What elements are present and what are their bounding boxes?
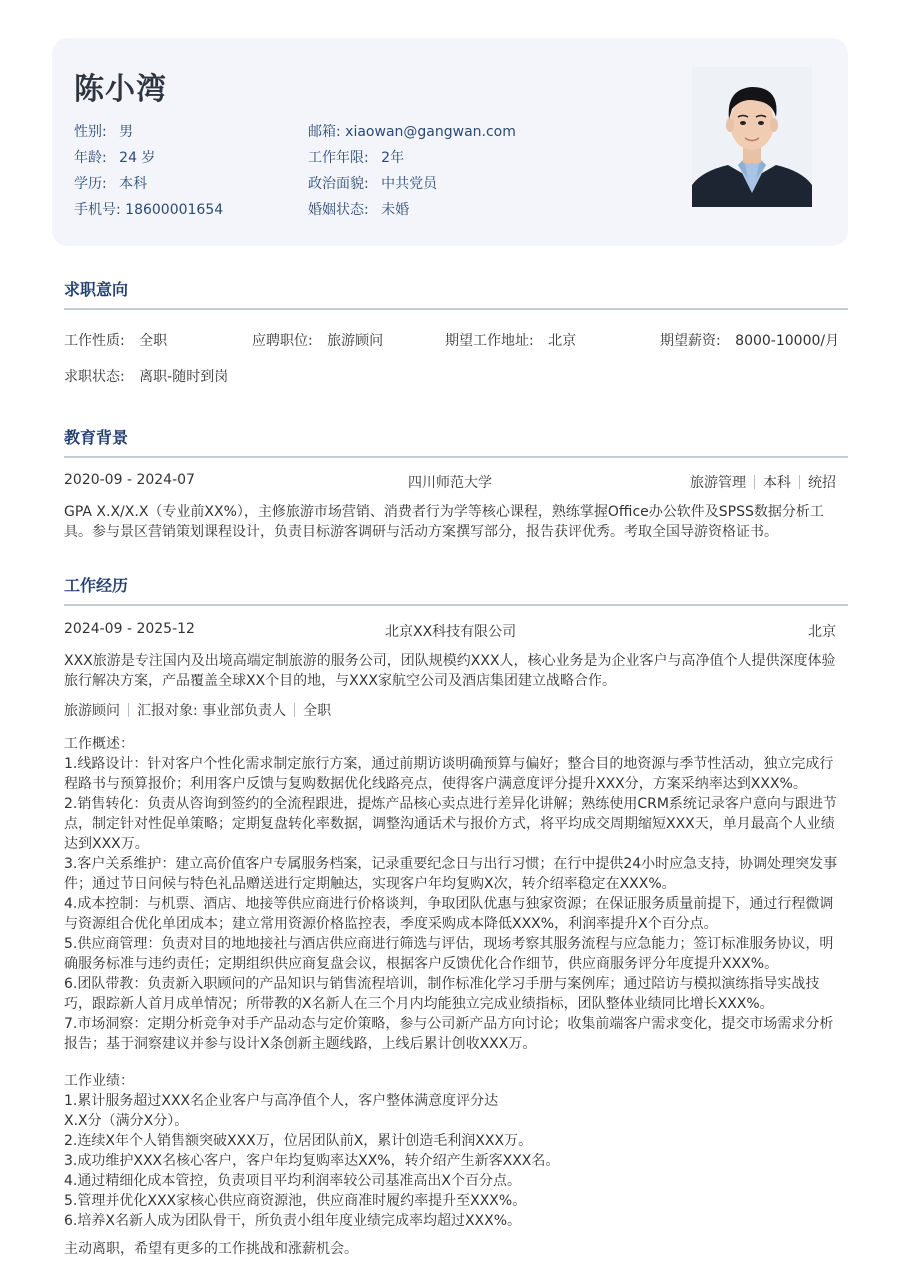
education-meta: [690, 472, 836, 492]
position-value: 旅游顾问: [327, 333, 384, 349]
separator: [754, 475, 755, 489]
years-field: [308, 147, 404, 167]
position-field: [252, 330, 383, 350]
overview-item: 6.团队带教：负责新入职顾问的产品知识与销售流程培训，制作标准化学习手册与案例库；通过陪访与模拟演练指导实战技巧，跟踪新人首月成单情况；所带教的X名新人在三个月内均能独立完成业绩指标，团队整体业绩同比增长XXX%。: [64, 976, 820, 1012]
gender-value: 男: [119, 124, 134, 140]
separator: [294, 703, 295, 717]
salary-label: 期望薪资:: [660, 333, 721, 349]
marital-field: [308, 199, 409, 219]
overview-item: 7.市场洞察：定期分析竞争对手产品动态与定价策略，参与公司新产品方向讨论；收集前端客户需求变化，提交市场需求分析报告；基于洞察建议并参与设计X条创新主题线路，上线后累计创收XXX万。: [64, 1016, 834, 1052]
work-city: 北京: [808, 624, 836, 640]
degree: 本科: [763, 475, 791, 491]
work-achievements: [64, 1071, 840, 1231]
achievement-item: 1.累计服务超过XXX名企业客户与高净值个人，客户整体满意度评分达 X.X分（满分X分）。: [64, 1093, 499, 1129]
work-overview: [64, 734, 840, 1054]
education-divider: [64, 456, 848, 458]
politics-label: 政治面貌:: [308, 176, 369, 192]
company-name: 北京XX科技有限公司: [385, 624, 517, 640]
company-description: XXX旅游是专注国内及出境高端定制旅游的服务公司，团队规模约XXX人，核心业务是为企业客户与高净值个人提供深度体验旅行解决方案，产品覆盖全球XX个目的地，与XXX家航空公司及酒店集团建立战略合作。: [64, 653, 836, 689]
overview-item: 1.线路设计：针对客户个性化需求制定旅行方案，通过前期访谈明确预算与偏好；整合目的地资源与季节性活动，独立完成行程路书与预算报价；利用客户反馈与复购数据优化线路亮点，使得客户满意度评分提升XXX分，方案采纳率达到XXX%。: [64, 756, 834, 792]
position-label: 应聘职位:: [252, 333, 313, 349]
job-type-label: 工作性质:: [64, 333, 125, 349]
employment-type: 全职: [303, 703, 332, 719]
work-period: 2024-09 - 2025-12: [64, 621, 195, 637]
location-label: 期望工作地址:: [445, 333, 534, 349]
major: 旅游管理: [690, 475, 746, 491]
separator: [128, 703, 129, 717]
achievement-item: 4.通过精细化成本管控，负责项目平均利润率较公司基准高出X个百分点。: [64, 1173, 521, 1189]
overview-item: 3.客户关系维护：建立高价值客户专属服务档案，记录重要纪念日与出行习惯；在行中提供24小时应急支持，协调处理突发事件；通过节日问候与特色礼品赠送进行定期触达，实现客户年均复购X次，转介绍率稳定在XXX%。: [64, 856, 838, 892]
phone-label: 手机号:: [74, 202, 121, 218]
portrait-photo-icon: [692, 67, 812, 207]
achievement-item: 6.培养X名新人成为团队骨干，所负责小组年度业绩完成率均超过XXX%。: [64, 1213, 522, 1229]
status-value: 离职-随时到岗: [139, 369, 229, 385]
politics-value: 中共党员: [381, 176, 438, 192]
marital-label: 婚姻状态:: [308, 202, 369, 218]
age-field: [74, 147, 155, 167]
education-field: [74, 173, 147, 193]
overview-title: 工作概述：: [64, 736, 134, 752]
marital-value: 未婚: [381, 202, 410, 218]
location-field: [445, 330, 576, 350]
politics-field: [308, 173, 437, 193]
age-label: 年龄:: [74, 150, 107, 166]
gender-label: 性别:: [74, 124, 107, 140]
location-value: 北京: [548, 333, 577, 349]
report-to: 汇报对象: 事业部负责人: [137, 703, 287, 719]
education-value: 本科: [119, 176, 148, 192]
separator: [799, 475, 800, 489]
intent-section-title: 求职意向: [64, 280, 129, 299]
overview-item: 2.销售转化：负责从咨询到签约的全流程跟进，提炼产品核心卖点进行差异化讲解；熟练使用CRM系统记录客户意向与跟进节点，制定针对性促单策略；定期复盘转化率数据，调整沟通话术与报价方式，将平均成交周期缩短XXX天，单月最高个人业绩达到XXX万。: [64, 796, 837, 852]
phone-value: 18600001654: [125, 202, 224, 218]
salary-value: 8000-10000/月: [735, 333, 840, 349]
leave-reason: 主动离职，希望有更多的工作挑战和涨薪机会。: [64, 1241, 358, 1257]
job-role: 旅游顾问: [64, 703, 120, 719]
gender-field: [74, 121, 133, 141]
achievement-item: 5.管理并优化XXX家核心供应商资源池，供应商准时履约率提升至XXX%。: [64, 1193, 527, 1209]
overview-item: 4.成本控制：与机票、酒店、地接等供应商进行价格谈判，争取团队优惠与独家资源；在保证服务质量前提下，通过行程微调与资源组合优化单团成本；建立常用资源价格监控表，季度采购成本降低XXX%，利润率提升X个百分点。: [64, 896, 834, 932]
overview-item: 5.供应商管理：负责对目的地地接社与酒店供应商进行筛选与评估，现场考察其服务流程与应急能力；签订标准服务协议，明确服务标准与违约责任；定期组织供应商复盘会议，根据客户反馈优化合作细节，供应商服务评分年度提升XXX%。: [64, 936, 834, 972]
email-value: xiaowan@gangwan.com: [345, 124, 516, 140]
candidate-name: 陈小湾: [74, 72, 167, 107]
job-meta: [64, 700, 331, 720]
email-field: [308, 121, 516, 141]
achievement-item: 3.成功维护XXX名核心客户，客户年均复购率达XX%，转介绍产生新客XXX名。: [64, 1153, 560, 1169]
years-label: 工作年限:: [308, 150, 369, 166]
years-value: 2年: [381, 150, 405, 166]
phone-field: [74, 199, 223, 219]
achievements-title: 工作业绩：: [64, 1073, 134, 1089]
work-section-title: 工作经历: [64, 576, 129, 595]
age-value: 24 岁: [119, 150, 156, 166]
education-period: 2020-09 - 2024-07: [64, 472, 195, 488]
education-section-title: 教育背景: [64, 428, 129, 447]
salary-field: [660, 330, 839, 350]
status-label: 求职状态:: [64, 369, 125, 385]
job-type-value: 全职: [139, 333, 168, 349]
enrollment-mode: 统招: [808, 475, 836, 491]
profile-card: [52, 38, 848, 246]
work-divider: [64, 604, 848, 606]
education-description: GPA X.X/X.X（专业前XX%），主修旅游市场营销、消费者行为学等核心课程，熟练掌握Office办公软件及SPSS数据分析工具。参与景区营销策划课程设计，负责目标游客调研与活动方案撰写部分，报告获评优秀。考取全国导游资格证书。: [64, 504, 824, 540]
status-field: [64, 366, 228, 386]
avatar: [692, 67, 812, 207]
job-type-field: [64, 330, 167, 350]
achievement-item: 2.连续X年个人销售额突破XXX万，位居团队前X，累计创造毛利润XXX万。: [64, 1133, 533, 1149]
education-label: 学历:: [74, 176, 107, 192]
intent-divider: [64, 308, 848, 310]
email-label: 邮箱:: [308, 124, 341, 140]
school-name: 四川师范大学: [408, 475, 492, 491]
